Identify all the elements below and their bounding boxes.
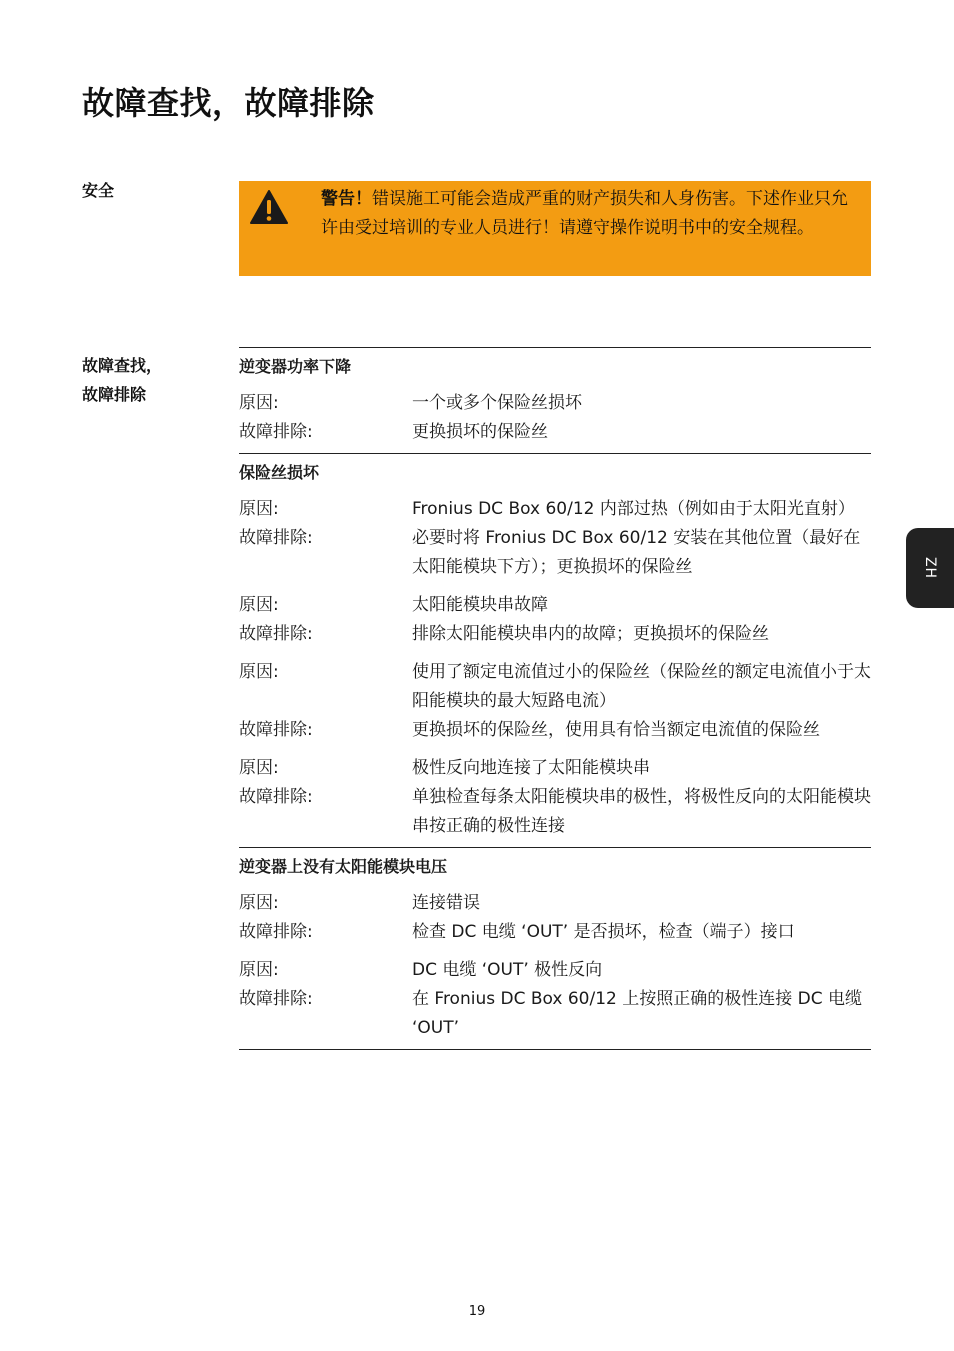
remedy-label: 故障排除:: [239, 720, 313, 740]
language-tab: [906, 528, 954, 608]
troubleshoot-label: [82, 351, 162, 409]
entry: [239, 889, 871, 947]
entry: [239, 495, 871, 582]
cause-value: 极性反向地连接了太阳能模块串: [412, 758, 650, 778]
remedy-label: 故障排除:: [239, 989, 313, 1009]
entry: [239, 591, 871, 649]
cause-value: 一个或多个保险丝损坏: [412, 393, 582, 413]
entry: [239, 754, 871, 841]
section: [239, 347, 871, 453]
warning-bold: 警告！: [321, 189, 372, 209]
troubleshooting-table: [239, 347, 871, 1050]
section-title: 逆变器功率下降: [239, 357, 352, 376]
troubleshoot-label-line1: 故障查找，: [82, 356, 163, 375]
section-title: 保险丝损坏: [239, 463, 320, 482]
safety-label: 安全: [82, 181, 115, 200]
cause-value: DC 电缆 ‘OUT’ 极性反向: [412, 960, 603, 980]
cause-label: 原因:: [239, 960, 279, 980]
troubleshoot-label-line2: 故障排除: [82, 385, 147, 404]
remedy-label: 故障排除:: [239, 624, 313, 644]
cause-label: 原因:: [239, 893, 279, 913]
remedy-label: 故障排除:: [239, 422, 313, 442]
warning-triangle-icon: [249, 189, 289, 225]
remedy-value: 更换损坏的保险丝: [412, 422, 548, 442]
remedy-label: 故障排除:: [239, 922, 313, 942]
entry: [239, 389, 871, 447]
cause-label: 原因:: [239, 595, 279, 615]
page-title: 故障查找，故障排除: [82, 84, 375, 122]
warning-message: 错误施工可能会造成严重的财产损失和人身伤害。下述作业只允许由受过培训的专业人员进行！请遵守操作说明书中的安全规程。: [321, 189, 848, 238]
section: [239, 453, 871, 847]
warning-text: [321, 185, 863, 243]
page-number: 19: [468, 1304, 486, 1319]
cause-value: 太阳能模块串故障: [412, 595, 548, 615]
cause-value: 连接错误: [412, 893, 480, 913]
warning-box: [239, 181, 871, 276]
remedy-value: 更换损坏的保险丝，使用具有恰当额定电流值的保险丝: [412, 720, 820, 740]
cause-label: 原因:: [239, 499, 279, 519]
cause-label: 原因:: [239, 758, 279, 778]
remedy-value: 在 Fronius DC Box 60/12 上按照正确的极性连接 DC 电缆 ‘OUT’: [412, 989, 863, 1038]
remedy-value: 必要时将 Fronius DC Box 60/12 安装在其他位置（最好在太阳能模块下方）；更换损坏的保险丝: [412, 528, 861, 577]
remedy-value: 排除太阳能模块串内的故障；更换损坏的保险丝: [412, 624, 769, 644]
entry: [239, 658, 871, 745]
section: [239, 847, 871, 1050]
section-title: 逆变器上没有太阳能模块电压: [239, 857, 448, 876]
remedy-label: 故障排除:: [239, 787, 313, 807]
remedy-value: 单独检查每条太阳能模块串的极性，将极性反向的太阳能模块串按正确的极性连接: [412, 787, 871, 836]
cause-value: Fronius DC Box 60/12 内部过热（例如由于太阳光直射）: [412, 499, 855, 519]
cause-label: 原因:: [239, 662, 279, 682]
language-tab-label: ZH: [922, 556, 938, 580]
cause-value: 使用了额定电流值过小的保险丝（保险丝的额定电流值小于太阳能模块的最大短路电流）: [412, 662, 871, 711]
remedy-value: 检查 DC 电缆 ‘OUT’ 是否损坏，检查（端子）接口: [412, 922, 795, 942]
entry: [239, 956, 871, 1043]
remedy-label: 故障排除:: [239, 528, 313, 548]
cause-label: 原因:: [239, 393, 279, 413]
